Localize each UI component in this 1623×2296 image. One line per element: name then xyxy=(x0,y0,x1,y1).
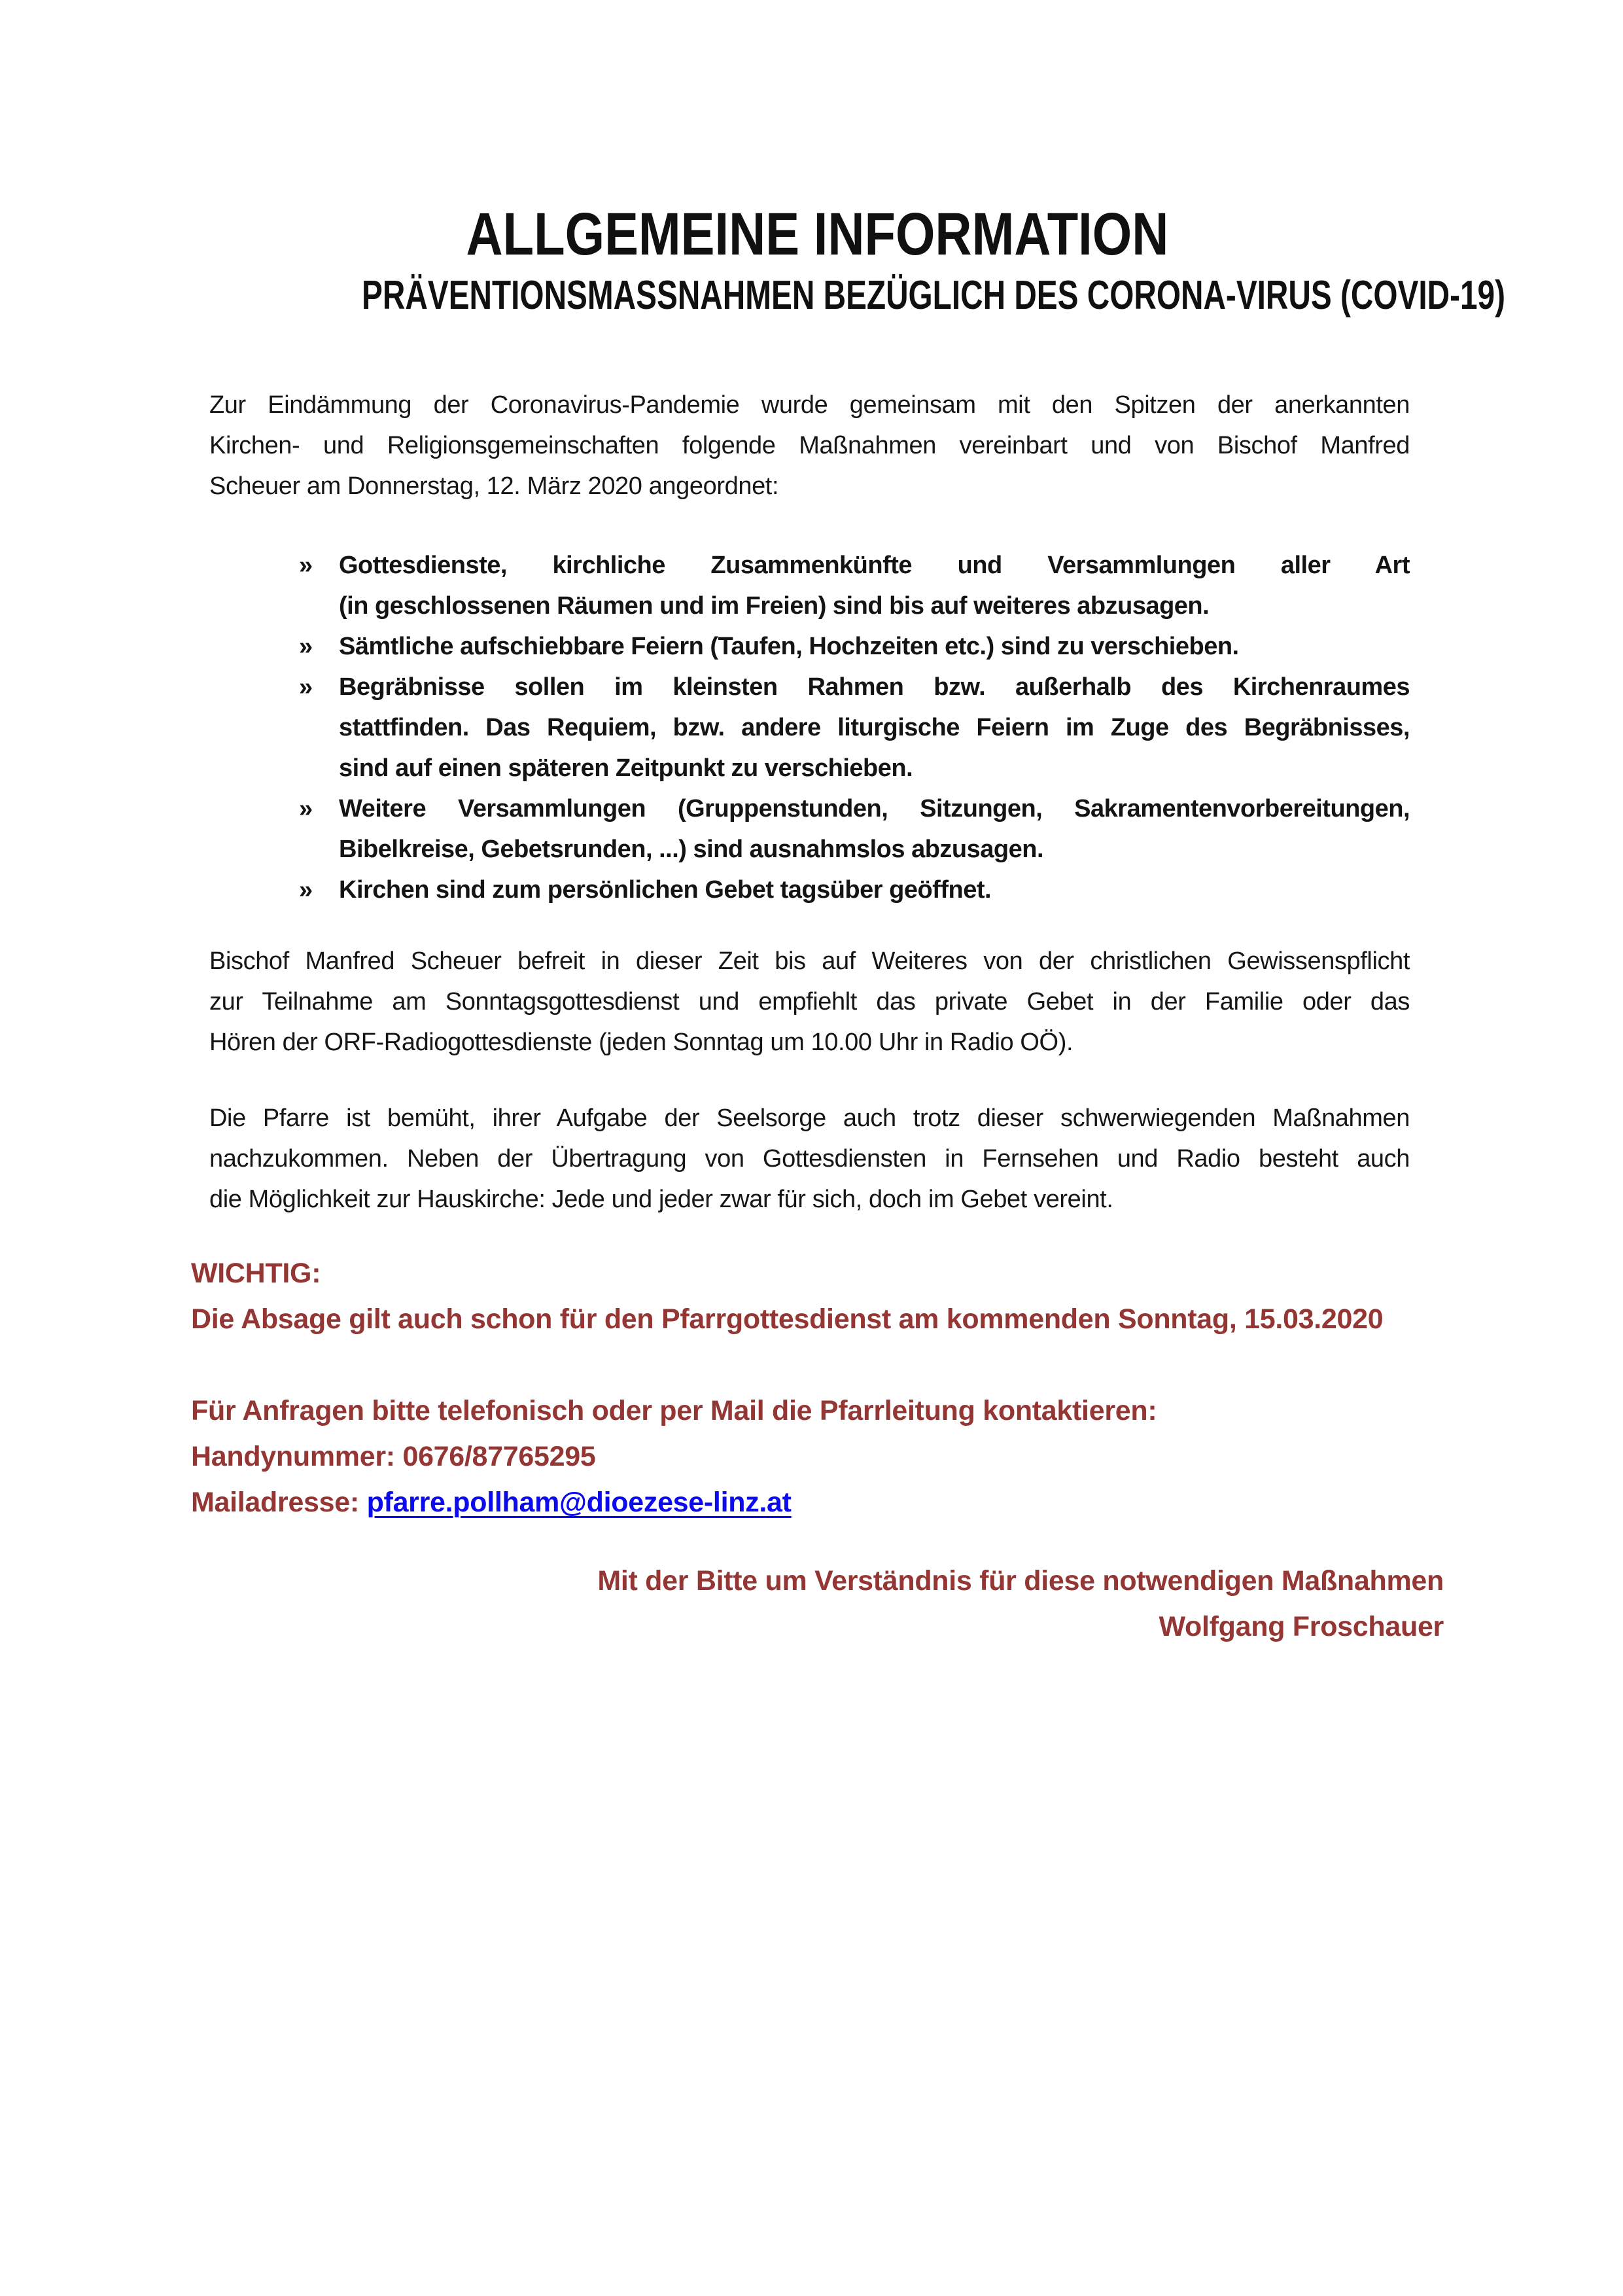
text-line: Scheuer am Donnerstag, 12. März 2020 angeordnet: xyxy=(209,472,779,500)
signature-line: Wolfgang Froschauer xyxy=(1159,1611,1444,1642)
mail-label: Mailadresse: xyxy=(191,1487,359,1518)
cancellation-notice: Die Absage gilt auch schon für den Pfarrgottesdienst am kommenden Sonntag, 15.03.2020 xyxy=(191,1303,1384,1335)
text-line: Kirchen- und Religionsgemeinschaften folgende Maßnahmen vereinbart und von Bischof Manfred xyxy=(209,432,1410,459)
text-line: sind auf einen späteren Zeitpunkt zu verschieben. xyxy=(339,754,913,782)
text-line: Gottesdienste, kirchliche Zusammenkünfte und Versammlungen aller Art xyxy=(339,552,1410,579)
bullet-marker-icon: » xyxy=(299,673,313,701)
phone-number: 0676/87765295 xyxy=(402,1441,596,1472)
text-line: Kirchen sind zum persönlichen Gebet tagsüber geöffnet. xyxy=(339,876,992,904)
document-content xyxy=(191,201,1505,1650)
page-title-text: ALLGEMEINE INFORMATION xyxy=(466,201,1169,268)
bullet-marker-icon: » xyxy=(299,633,313,660)
text-line: Bischof Manfred Scheuer befreit in dieser Zeit bis auf Weiteres von der christlichen Gewissenspflicht xyxy=(209,947,1410,975)
text-line: die Möglichkeit zur Hauskirche: Jede und jeder zwar für sich, doch im Gebet vereint. xyxy=(209,1186,1113,1213)
closing-line: Mit der Bitte um Verständnis für diese notwendigen Maßnahmen xyxy=(597,1565,1444,1597)
text-line: nachzukommen. Neben der Übertragung von Gottesdiensten in Fernsehen und Radio besteht auch xyxy=(209,1145,1410,1173)
text-line: (in geschlossenen Räumen und im Freien) sind bis auf weiteres abzusagen. xyxy=(339,592,1210,620)
phone-label: Handynummer: xyxy=(191,1441,395,1472)
text-line: zur Teilnahme am Sonntagsgottesdienst und empfiehlt das private Gebet in der Familie oder das xyxy=(209,988,1410,1016)
bullet-marker-icon: » xyxy=(299,795,313,822)
bullet-item xyxy=(209,870,1410,910)
bullet-item xyxy=(209,667,1410,788)
exemption-paragraph xyxy=(209,941,1410,1063)
pastoral-paragraph xyxy=(209,1098,1410,1220)
bullet-item xyxy=(209,788,1410,870)
text-line: Sämtliche aufschiebbare Feiern (Taufen, Hochzeiten etc.) sind zu verschieben. xyxy=(339,633,1239,660)
text-line: Bibelkreise, Gebetsrunden, ...) sind ausnahmslos abzusagen. xyxy=(339,836,1044,863)
bullet-item xyxy=(209,626,1410,667)
text-line: Die Pfarre ist bemüht, ihrer Aufgabe der Seelsorge auch trotz dieser schwerwiegenden Maßnahmen xyxy=(209,1104,1410,1132)
important-heading: WICHTIG: xyxy=(191,1258,321,1289)
bullet-marker-icon: » xyxy=(299,552,313,579)
bullet-marker-icon: » xyxy=(299,876,313,904)
page-subtitle xyxy=(191,273,1505,319)
phone-line xyxy=(191,1434,1444,1479)
bullet-item xyxy=(209,545,1410,626)
text-line: Hören der ORF-Radiogottesdienste (jeden Sonntag um 10.00 Uhr in Radio OÖ). xyxy=(209,1029,1073,1056)
intro-paragraph xyxy=(209,385,1410,506)
text-line: Zur Eindämmung der Coronavirus-Pandemie wurde gemeinsam mit den Spitzen der anerkannten xyxy=(209,391,1410,419)
mail-address-link[interactable]: pfarre.pollham@dioezese-linz.at xyxy=(366,1487,792,1518)
contact-intro: Für Anfragen bitte telefonisch oder per Mail die Pfarrleitung kontaktieren: xyxy=(191,1395,1157,1426)
measures-bullet-list xyxy=(209,545,1410,910)
page-title xyxy=(191,202,1444,267)
text-line: stattfinden. Das Requiem, bzw. andere liturgische Feiern im Zuge des Begräbnisses, xyxy=(339,714,1410,741)
text-line: Begräbnisse sollen im kleinsten Rahmen bzw. außerhalb des Kirchenraumes xyxy=(339,673,1410,701)
mail-line xyxy=(191,1479,1444,1525)
page-subtitle-text: PRÄVENTIONSMASSNAHMEN BEZÜGLICH DES CORONA-VIRUS (COVID-19) xyxy=(362,273,1505,318)
text-line: Weitere Versammlungen (Gruppenstunden, Sitzungen, Sakramentenvorbereitungen, xyxy=(339,795,1410,822)
